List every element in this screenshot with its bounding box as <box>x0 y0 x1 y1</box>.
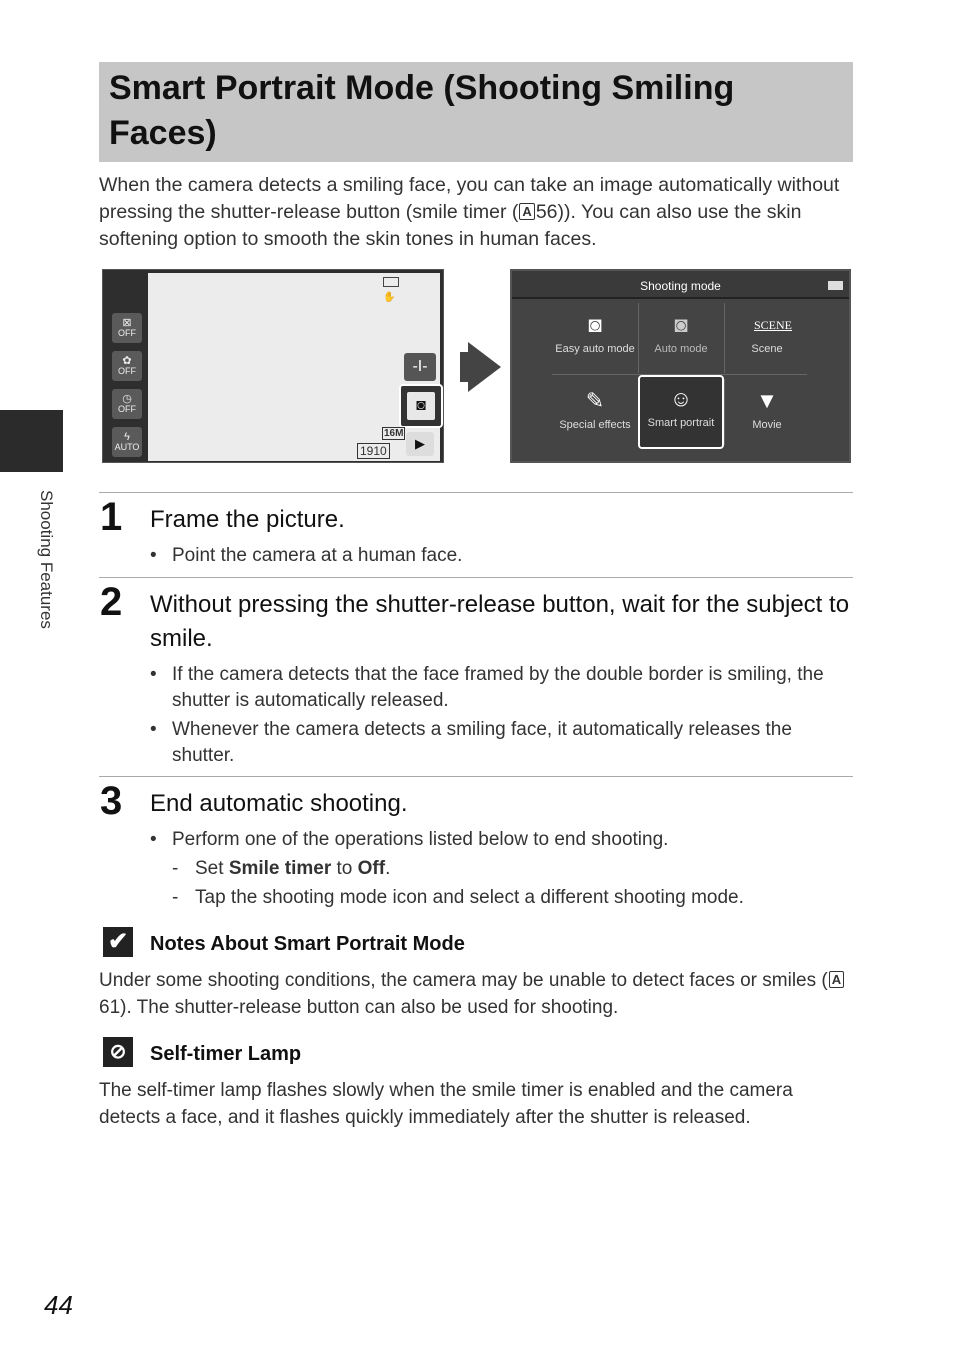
divider <box>99 577 853 578</box>
step-number: 2 <box>100 580 123 624</box>
step-title: Without pressing the shutter-release button, wait for the subject to smile. <box>150 591 850 652</box>
exposure-icon: ⊠ OFF <box>112 313 142 343</box>
page-number: 44 <box>44 1290 73 1320</box>
divider <box>99 776 853 777</box>
step-title: Frame the picture. <box>150 506 345 533</box>
arrow-right-icon <box>468 342 501 392</box>
sub-item: - Tap the shooting mode icon and select a different shooting mode. <box>150 885 850 911</box>
battery-icon <box>828 281 843 290</box>
setting-name: Smile timer <box>228 858 332 879</box>
section-tab <box>0 410 63 472</box>
step-bullets <box>150 662 850 772</box>
mode-grid <box>512 299 849 461</box>
note-ref[interactable]: 61 <box>99 997 121 1018</box>
step-number: 1 <box>100 495 123 539</box>
camera-icon: ◙ <box>407 392 435 420</box>
mode-movie[interactable]: ▼ Movie <box>752 388 782 431</box>
bullet-item: • Point the camera at a human face. <box>150 543 850 569</box>
frames-remaining: 1910 <box>357 443 390 459</box>
note-title: Notes About Smart Portrait Mode <box>150 933 465 955</box>
setting-value: Off <box>357 858 386 879</box>
mode-scene[interactable]: SCENE Scene <box>724 303 810 369</box>
section-label: Shooting Features <box>37 490 56 629</box>
intro-text-2: )). You can also use the skin softening option to smooth the skin tones in human faces. <box>99 201 802 250</box>
macro-off-icon: ✿ OFF <box>112 351 142 381</box>
special-effects-icon: ✎ <box>585 388 605 413</box>
movie-icon: ▼ <box>756 388 778 413</box>
battery-indicator-icon <box>383 277 399 287</box>
note-body: Under some shooting conditions, the camera may be unable to detect faces or smiles ( A61). The shutter-release button can also be used for shooting. <box>99 967 859 1021</box>
divider <box>99 492 853 493</box>
intro-text-1: When the camera detects a smiling face, you can take an image automatically without pressing the shutter-release button (smile timer ( <box>99 174 840 223</box>
step-bullets <box>150 543 850 572</box>
sub-item: - Set Smile timer to Off. <box>150 856 850 882</box>
note-title: Self-timer Lamp <box>150 1043 302 1065</box>
book-ref-icon: A <box>829 971 844 988</box>
intro-ref[interactable]: 56 <box>535 201 558 223</box>
flash-auto-icon: ϟ AUTO <box>112 427 142 457</box>
mode-special-effects[interactable]: ✎ Special effects <box>559 388 631 431</box>
bullet-item: • Perform one of the operations listed below to end shooting. <box>150 827 850 853</box>
title-banner <box>99 62 853 162</box>
playback-button[interactable]: ▶ <box>406 432 434 456</box>
scene-icon: SCENE <box>754 318 793 332</box>
vibration-reduction-icon: ✋ <box>383 292 396 303</box>
shooting-mode-button[interactable] <box>399 384 443 428</box>
camera-icon: ◙ <box>674 312 688 337</box>
zoom-button[interactable]: -I- <box>404 353 436 381</box>
mode-easy-auto[interactable]: ◙ Easy auto mode <box>555 312 635 355</box>
camera-screen-illustration <box>102 269 444 463</box>
paperclip-icon: ⊘ <box>103 1037 133 1067</box>
smile-face-icon: ☺ <box>669 386 693 411</box>
page-title: Smart Portrait Mode (Shooting Smiling Faces) <box>109 69 735 152</box>
self-timer-off-icon: ◷ OFF <box>112 389 142 419</box>
mode-auto[interactable]: ◙ Auto mode <box>654 312 708 355</box>
bullet-item: • Whenever the camera detects a smiling face, it automatically releases the shutter. <box>150 717 850 769</box>
step-bullets <box>150 827 850 914</box>
easy-auto-icon: ◙ <box>588 312 602 337</box>
book-ref-icon: A <box>519 203 534 220</box>
mode-smart-portrait[interactable]: ☺ Smart portrait <box>638 375 724 449</box>
bullet-item: • If the camera detects that the face framed by the double border is smiling, the shutter is automatically released. <box>150 662 850 714</box>
menu-header: Shooting mode <box>512 271 849 297</box>
checkmark-icon: ✔ <box>103 927 133 957</box>
shooting-mode-menu <box>510 269 851 463</box>
note-body: The self-timer lamp flashes slowly when the smile timer is enabled and the camera detects a face, and it flashes quickly immediately after the shutter is released. <box>99 1080 793 1128</box>
image-size-indicator: 16M <box>384 428 404 439</box>
step-title: End automatic shooting. <box>150 790 408 817</box>
step-number: 3 <box>100 779 123 823</box>
intro-paragraph <box>99 172 859 253</box>
